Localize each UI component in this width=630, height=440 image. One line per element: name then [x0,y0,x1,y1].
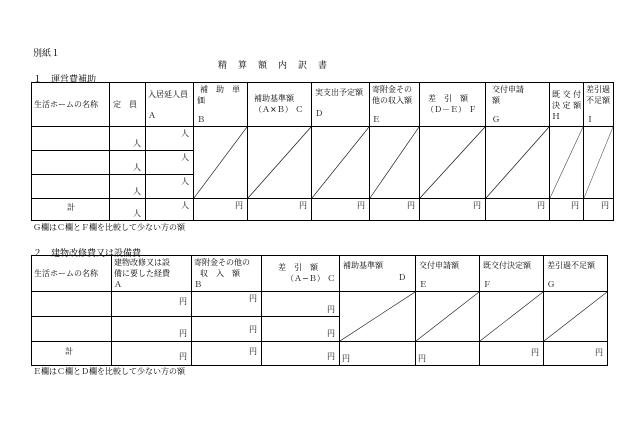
header-difference: 差 引 額 （Ａ−Ｂ） Ｃ [262,256,340,292]
note-table1: Ｇ欄はＣ欄とＦ欄を比較して少ない方の額 [33,223,185,232]
header-base-amount: 補助基準額 Ｄ [340,256,416,292]
resident-days-cell[interactable]: 人 [146,175,194,199]
total-renovation-cost-cell[interactable]: 円 [112,342,192,366]
header-unit-price: 補 助 単 価 Ｂ [194,83,248,127]
total-unit-price-cell[interactable]: 円 [194,199,248,221]
renovation-cost-cell[interactable]: 円 [112,317,192,342]
header-resident-days: 入居延人員 Ａ [146,83,194,127]
table-total-row [32,199,614,221]
total-label-cell: 計 [32,342,112,366]
total-difference-cell[interactable]: 円 [420,199,486,221]
table-total-row [32,342,608,366]
donation-cell[interactable]: 円 [192,317,262,342]
total-donation-cell[interactable]: 円 [370,199,420,221]
table-building-renovation [31,255,608,366]
resident-days-cell[interactable]: 人 [146,151,194,175]
application-cell-crossed [416,292,480,342]
header-application-amount: 交付申請 額 Ｇ [486,83,550,127]
total-donation-cell[interactable]: 円 [192,342,262,366]
header-base-amount: 補助基準額 （Ａ×Ｂ） Ｃ [248,83,312,127]
header-home-name: 生活ホームの名称 [32,83,110,127]
shortage-cell-crossed [584,127,614,199]
total-label-cell: 計 [32,199,110,221]
donation-cell[interactable]: 円 [192,292,262,317]
total-shortage-cell[interactable]: 円 [544,342,608,366]
total-actual-expense-cell[interactable]: 円 [312,199,370,221]
total-base-amount-cell[interactable]: 円 [248,199,312,221]
resident-days-cell[interactable]: 人 [146,127,194,151]
difference-cell[interactable]: 円 [262,317,340,342]
header-difference: 差 引 額 （Ｄ－Ｅ） Ｆ [420,83,486,127]
total-application-cell[interactable]: 円 [416,342,480,366]
home-name-cell[interactable] [32,317,112,342]
total-difference-cell[interactable]: 円 [262,342,340,366]
donation-cell-crossed [370,127,420,199]
total-base-amount-cell[interactable]: 円 [340,342,416,366]
header-donation-income: 寄附金その 他の収入額 Ｅ [370,83,420,127]
capacity-cell[interactable]: 人 [110,127,146,151]
section1-heading: １ 運営費補助 [33,75,97,85]
total-capacity-cell[interactable]: 人 [110,199,146,221]
shortage-cell-crossed [544,292,608,342]
capacity-cell[interactable]: 人 [110,151,146,175]
total-shortage-cell[interactable]: 円 [584,199,614,221]
actual-expense-cell-crossed [312,127,370,199]
document-title: 精 算 額 内 訳 書 [218,61,329,71]
home-name-cell[interactable] [32,127,110,151]
total-resident-days-cell[interactable]: 人 [146,199,194,221]
difference-cell[interactable]: 円 [262,292,340,317]
home-name-cell[interactable] [32,292,112,317]
difference-cell-crossed [420,127,486,199]
header-actual-expense: 実支出予定額 Ｄ [312,83,370,127]
decided-cell-crossed [480,292,544,342]
renovation-cost-cell[interactable]: 円 [112,292,192,317]
total-decided-cell[interactable]: 円 [550,199,584,221]
attachment-label: 別紙１ [33,49,61,59]
header-excess-shortage: 差引過不足額 Ｇ [544,256,608,292]
header-donation-income: 寄附金その他の 収 入 額 Ｂ [192,256,262,292]
header-decided-amount: 既 交 付 決 定 額 Ｈ [550,83,584,127]
header-decided-amount: 既交付決定額 Ｆ [480,256,544,292]
note-table2: Ｅ欄はＣ欄とＤ欄を比較して少ない方の額 [33,367,185,376]
table-row [32,127,614,151]
capacity-cell[interactable]: 人 [110,175,146,199]
base-amount-cell-crossed [248,127,312,199]
home-name-cell[interactable] [32,175,110,199]
total-decided-cell[interactable]: 円 [480,342,544,366]
base-amount-cell-crossed [340,292,416,342]
home-name-cell[interactable] [32,151,110,175]
header-capacity: 定 員 [110,83,146,127]
total-application-cell[interactable]: 円 [486,199,550,221]
header-home-name: 生活ホームの名称 [32,256,112,292]
decided-cell-crossed [550,127,584,199]
header-application-amount: 交付申請額 Ｅ [416,256,480,292]
table-operating-subsidy [31,82,614,221]
application-cell-crossed [486,127,550,199]
table-row [32,292,608,317]
section2-heading: ２ 建物改修費又は設備費 [33,249,142,259]
header-excess-shortage: 差引過 不足額 Ｉ [584,83,614,127]
header-renovation-cost: 建物改修又は設 備に要した経費 Ａ [112,256,192,292]
unit-price-cell-crossed [194,127,248,199]
